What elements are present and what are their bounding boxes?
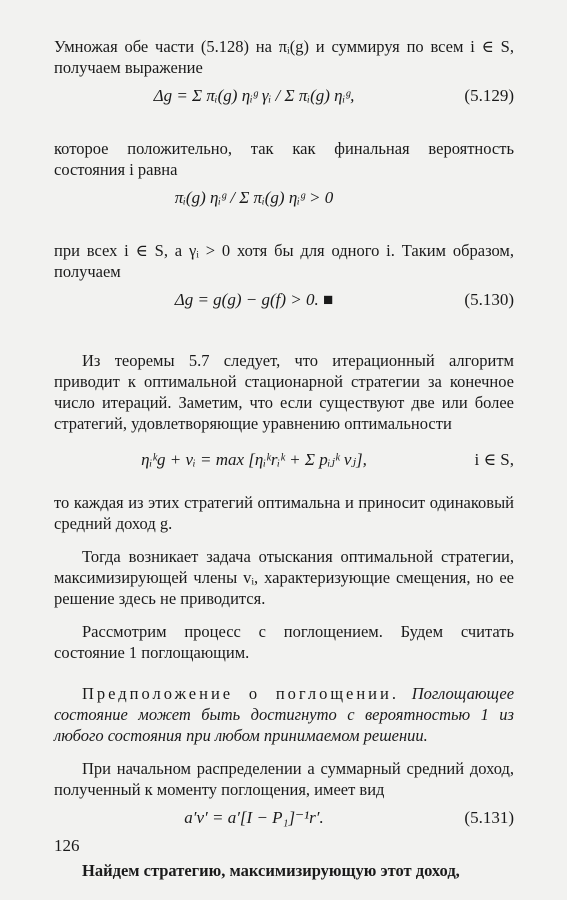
page-body: [54, 36, 514, 881]
equation-body: a′v′ = a′[I − P₁]⁻¹r′.: [184, 808, 324, 827]
paragraph: Умножая обе части (5.128) на πᵢ(g) и суммируя по всем i ∈ S, получаем выражение: [54, 37, 514, 77]
equation-probability: [54, 180, 514, 228]
equation-number: (5.130): [464, 290, 514, 309]
assumption: [54, 683, 514, 746]
assumption-title: Предположение о поглощении.: [82, 684, 399, 703]
paragraph: Тогда возникает задача отыскания оптимальной стратегии, максимизирующей члены vᵢ, характеризующие смещения, но ее решение здесь не приводится.: [54, 547, 514, 608]
paragraph: Из теоремы 5.7 следует, что итерационный алгоритм приводит к оптимальной стационарной стратегии за конечное число итераций. Заметим, что если существуют две или более стратегий, удовлетворяющие уравнению оптимальности: [54, 351, 514, 433]
equation-body: πᵢ(g) ηᵢᵍ / Σ πᵢ(g) ηᵢᵍ > 0: [174, 188, 334, 207]
equation-optimality: [54, 434, 514, 492]
paragraph: при всех i ∈ S, а γᵢ > 0 хотя бы для одного i. Таким образом, получаем: [54, 241, 514, 281]
paragraph: При начальном распределении a суммарный средний доход, полученный к моменту поглощения, имеет вид: [54, 759, 514, 799]
paragraph: Рассмотрим процесс с поглощением. Будем считать состояние 1 поглощающим.: [54, 622, 514, 662]
paragraph: то каждая из этих стратегий оптимальна и приносит одинаковый средний доход g.: [54, 493, 514, 533]
equation-condition: i ∈ S,: [474, 450, 514, 469]
paragraph: Найдем стратегию, максимизирующую этот доход,: [82, 861, 460, 880]
equation-body: ηᵢᵏg + vᵢ = max [ηᵢᵏrᵢᵏ + Σ pᵢⱼᵏ vⱼ],: [141, 450, 367, 469]
page-number: 126: [54, 836, 80, 855]
assumption-text: Поглощающее состояние может быть достигнуто с вероятностью 1 из любого состояния при любом принимаемом решении.: [54, 684, 515, 745]
equation-body: Δg = Σ πᵢ(g) ηᵢᵍ γᵢ / Σ πᵢ(g) ηᵢᵍ,: [153, 86, 355, 105]
equation-5-130: [54, 282, 514, 330]
equation-body: Δg = g(g) − g(f) > 0. ■: [174, 290, 334, 309]
equation-5-129: [54, 78, 514, 126]
paragraph: которое положительно, так как финальная вероятность состояния i равна: [54, 139, 514, 179]
equation-number: (5.129): [464, 86, 514, 105]
equation-5-131: [54, 800, 514, 848]
equation-number: (5.131): [464, 808, 514, 827]
